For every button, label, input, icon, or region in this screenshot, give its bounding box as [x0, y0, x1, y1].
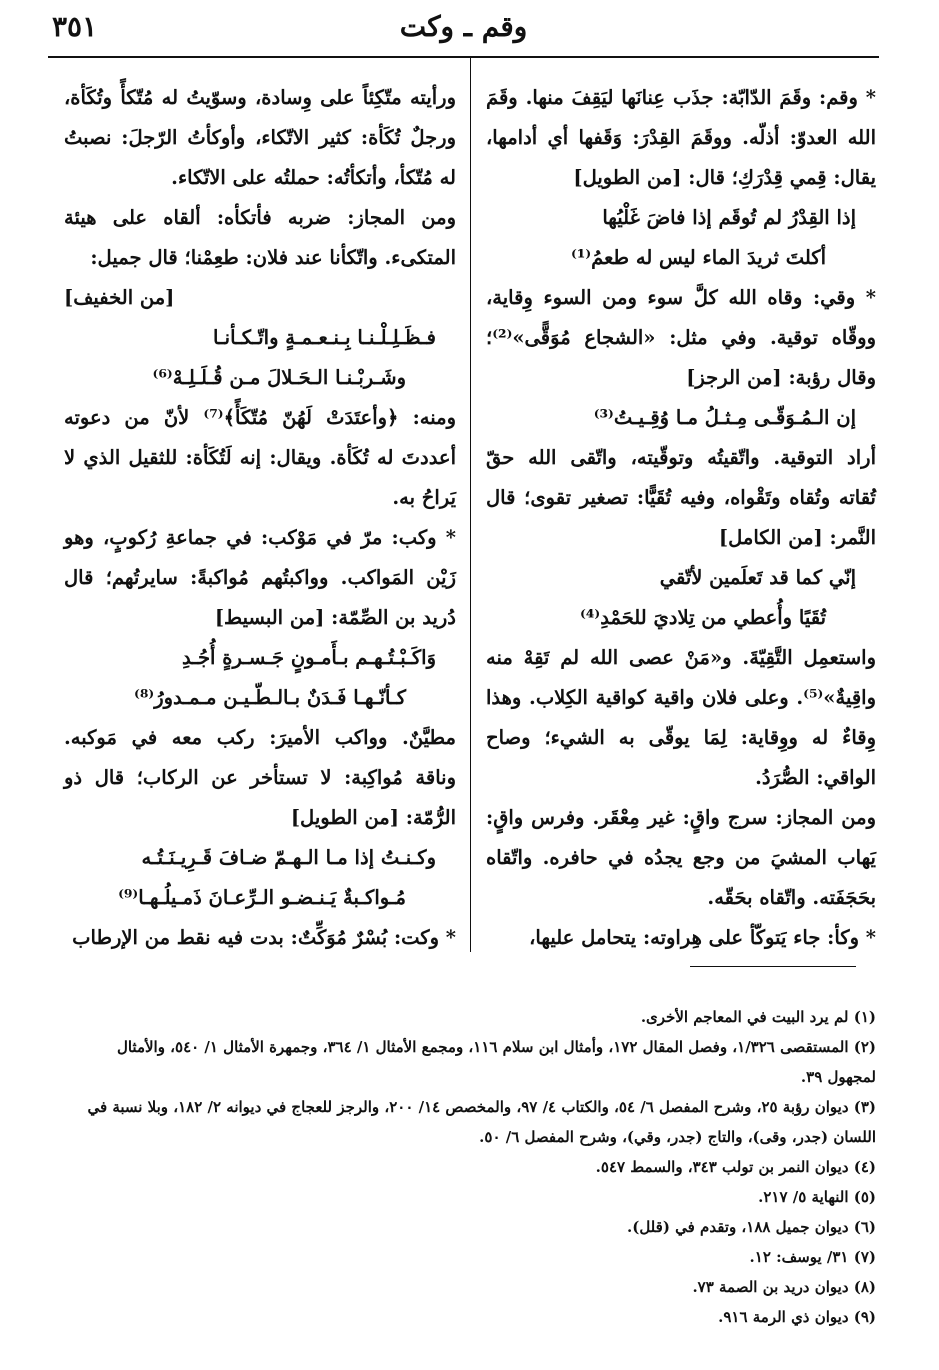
verse-line: أكلتَ ثريدَ الماء ليس له طعمُ⁽¹⁾	[571, 246, 826, 269]
footnote: (٥) النهاية ٥/ ٢١٧.	[758, 1188, 876, 1206]
verse-line: كـأنّـهـا فَـدَنٌ بـالـطّـيـن مـمـدورُ⁽⁸⁾	[134, 686, 406, 709]
paragraph: واستعمِل التَّقِيّةَ. و«مَنْ عصى الله لم تَقِهْ منه واقِيةٌ»⁽⁵⁾. وعلى فلان واقية كواقية الكِلاب. وهذا وِقاءٌ له ووِقاية: لِمَا يوقّى به الشيء؛ وصاح الواقي: الصُّرَدُ.	[486, 646, 876, 789]
paragraph: ومن المجاز: ضربه فأتكأه: ألقاه على هيئة المتكىء. واتّكأنا عند فلان: طعِمْنا؛ قال جميل:	[64, 206, 456, 269]
verse-line: إذا القِدْرُ لم تُوقَم إذا فاضَ غَلْيُها	[602, 206, 856, 229]
verse-line: إن الـمُـوَقّـى مِـثـلُ مـا وُقِـيـتُ⁽³⁾	[593, 406, 856, 429]
running-title: وقم ـ وكت	[399, 10, 528, 43]
footnote: (٤) ديوان النمر بن تولب ٣٤٣، والسمط ٥٤٧.	[595, 1158, 876, 1176]
right-column	[486, 78, 876, 958]
paragraph: ورأيته متّكِئاً على وِسادة، وسوّيتُ له مُتّكأً وتُكَأة، ورجلٌ تُكَأة: كثير الاتّكاء، وأوكأتُ الرّجلَ: نصبتُ له مُتّكأ، وأتكأتُه: حملتُه على الاتّكاء.	[64, 86, 456, 189]
verse-line: وَاكَـبْـتُـهـم بـأَمـونٍ جَـسـرةٍ أُجُـدِ	[182, 646, 436, 669]
verse-line: فـظَـلِـلْـنـا بِـنـعـمـةٍ واتّـكـأنـا	[213, 326, 436, 349]
footnote: (٩) ديوان ذي الرمة ٩١٦.	[718, 1308, 876, 1326]
verse-line: إنّي كما قد تَعلَمين لأتّقي	[659, 566, 856, 589]
paragraph: * وكت: بُسْرٌ مُوَكِّتٌ: بدت فيه نقط من الإرطاب	[72, 926, 456, 949]
verse-line: وكـنـتُ إذا مـا الـهـمّ ضـافَ قَـرِيـنَـتُـه	[141, 846, 436, 869]
footnote: (٦) ديوان جميل ١٨٨، وتقدم في (قلل).	[627, 1218, 876, 1236]
paragraph: * وقي: وقاه الله كلَّ سوء ومن السوء وِقاية، ووقّاه توقية. وفي مثل: «الشجاع مُوَقًّى»⁽²⁾؛ وقال رؤبة: [من الرجز]	[486, 286, 876, 389]
footnote: (٨) ديوان دريد بن الصمة ٧٣.	[692, 1278, 876, 1296]
verse-line: تُقَيًا وأُعطي من تِلاديَ للحَمْدِ⁽⁴⁾	[580, 606, 826, 629]
paragraph: مطيَّنٌ. وواكب الأميرَ: ركب معه في مَوكبه. وناقة مُواكِبة: لا تستأخر عن الركاب؛ قال ذو الرُّمّة: [من الطويل]	[64, 726, 456, 829]
header-rule	[48, 56, 879, 58]
footnote: (١) لم يرد البيت في المعاجم الأخرى.	[640, 1008, 876, 1026]
verse-line: مُـواكـبةٌ يَـنـضـو الـرِّعـانَ ذَمـيلُـهـا⁽⁹⁾	[118, 886, 406, 909]
footnote: (٣) ديوان رؤبة ٢٥، وشرح المفصل ٦/ ٥٤، والكتاب ٤/ ٩٧، والمخصص ١٤/ ٢٠٠، والرجز للعجاج في ديوانه ٢/ ١٨٢، وبلا نسبة في اللسان (جدر، وقى)، والتاج (جدر، وقي)، وشرح المفصل ٦/ ٥٠.	[87, 1098, 876, 1146]
left-column	[64, 78, 456, 958]
paragraph: * وكب: مرّ في مَوْكب: في جماعةِ رُكوبٍ، وهو زَيْن المَواكب. وواكبتُهم مُواكبةً: سايرتُهم؛ قال دُريد بن الصِّمّة: [من البسيط]	[64, 526, 456, 629]
paragraph: أراد التوقية. واتّقيتُه وتوقّيته، واتّقى الله حقّ تُقاته وتُقاه وتَقْواه، وفيه تُقَيًّا: تصغير تقوى؛ قال النَّمر: [من الكامل]	[486, 446, 876, 549]
footnote-rule	[690, 966, 856, 967]
column-divider	[470, 56, 471, 952]
footnote: (٢) المستقصى ١/٣٢٦، وفصل المقال ١٧٢، وأمثال ابن سلام ١١٦، ومجمع الأمثال ١/ ٣٦٤، وجمهرة الأمثال ١/ ٥٤٠، والأمثال لمجهول ٣٩.	[116, 1038, 876, 1086]
meter-label: [من الخفيف]	[64, 286, 175, 309]
paragraph: * وقم: وقَمَ الدّابّة: جذَب عِنانَها ليَقِفَ منها. وقَمَ الله العدوّ: أذلّه. ووقَمَ القِدْرَ: وَقَفها أي أدامها، يقال: قِمي قِدْرَكِ؛ قال: [من الطويل]	[486, 86, 876, 189]
page-header	[48, 8, 879, 54]
page-number: ٣٥١	[52, 10, 98, 43]
paragraph: ومنه: ﴿وأعتَدَتْ لَهُنّ مُتّكَأً﴾⁽⁷⁾ لأنّ من دعوته أعددتَ له تُكَأة. ويقال: إنه لَتُكَأة: للثقيل الذي لا يَراحُ به.	[64, 406, 456, 509]
footnote: (٧) ٣١/ يوسف: ١٢.	[749, 1248, 876, 1266]
paragraph: * وكأ: جاء يَتوكّأ على هِراوته: يتحامل عليها،	[529, 926, 876, 949]
footnotes	[64, 1002, 876, 1332]
paragraph: ومن المجاز: سرج واقٍ: غير مِعْقَر. وفرس واقٍ: يَهاب المشيَ من وجع يجدُه في حافره. واتّقاه بحَجَفَته. واتّقاه بحَقّه.	[486, 806, 876, 909]
verse-line: وشَـربْـنـا الـحَـلالَ مـن قُـلَـلِـهْ⁽⁶⁾	[152, 366, 406, 389]
